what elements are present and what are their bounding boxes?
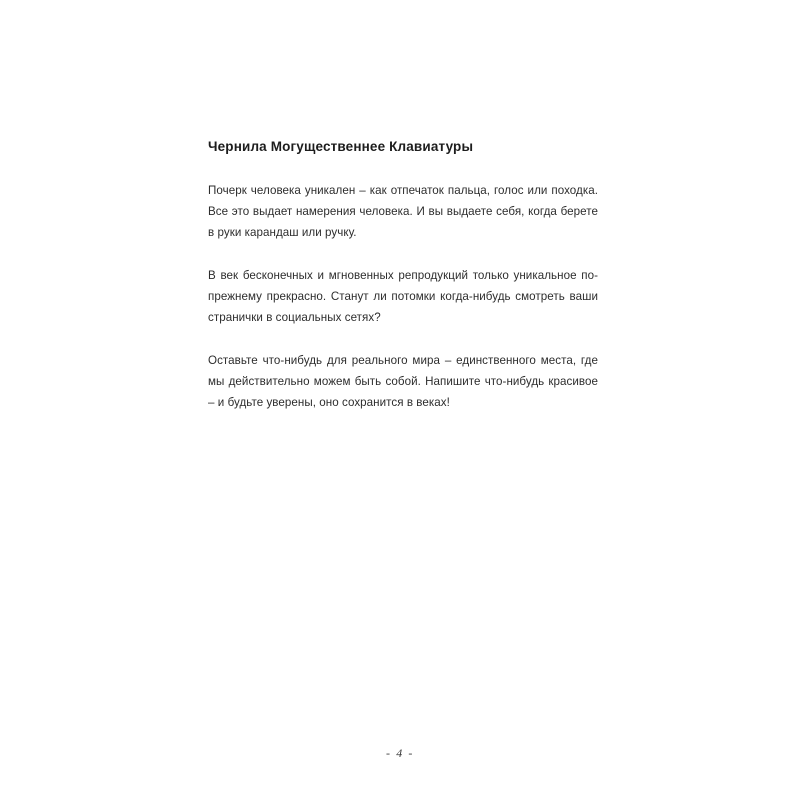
body-paragraph-2: В век бесконечных и мгновенных репродукций только уникальное по-прежнему прекрасно. Станут ли потомки когда-нибудь смотреть ваши странички в социальных сетях?: [208, 269, 598, 324]
page-content: [208, 138, 598, 413]
body-paragraph-3: Оставьте что-нибудь для реального мира – единственного места, где мы действительно можем быть собой. Напишите что-нибудь красивое – и будьте уверены, оно сохранится в веках!: [208, 354, 598, 409]
page-footer: [0, 744, 800, 762]
page-title: Чернила Могущественнее Клавиатуры: [208, 139, 474, 154]
body-paragraph-1: Почерк человека уникален – как отпечаток пальца, голос или походка. Все это выдает намерения человека. И вы выдаете себя, когда берете в руки карандаш или ручку.: [208, 184, 598, 239]
page-number: - 4 -: [386, 746, 414, 760]
